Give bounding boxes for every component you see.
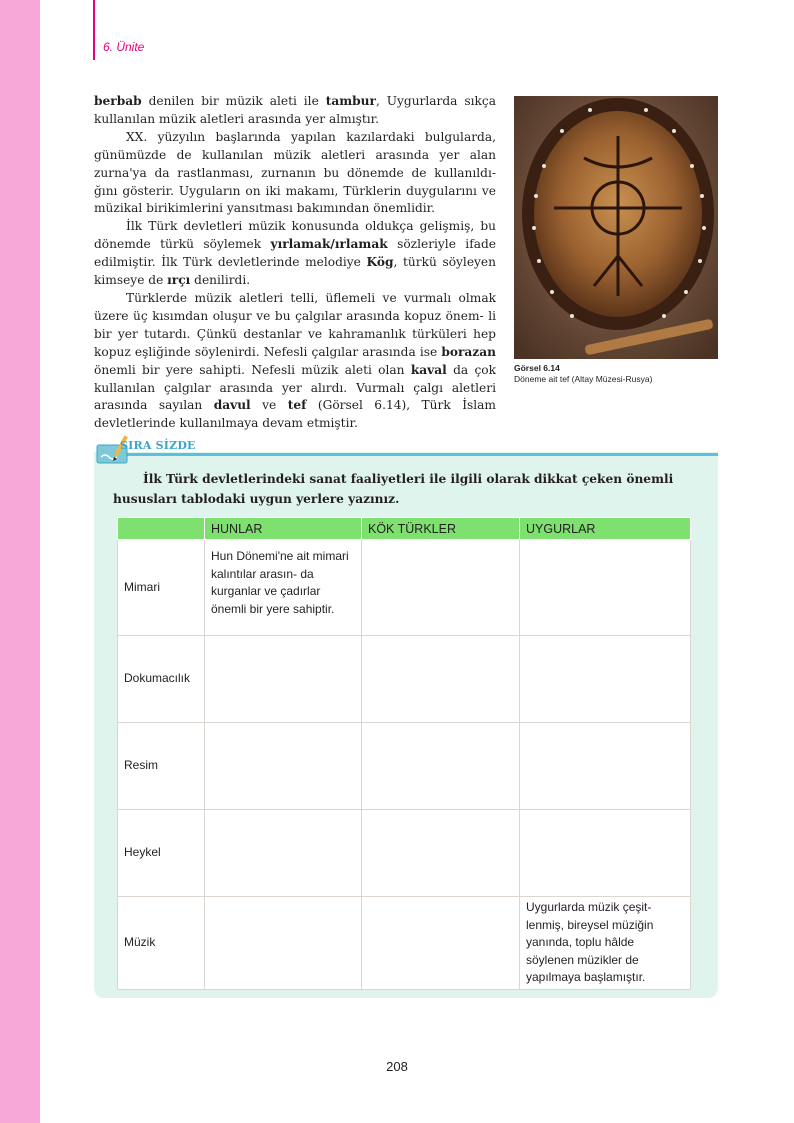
cell-mimari-kok-turkler[interactable] (362, 540, 520, 636)
cell-resim-kok-turkler[interactable] (362, 723, 520, 810)
figure-caption: Döneme ait tef (Altay Müzesi-Rusya) (514, 374, 653, 384)
header-cell-hunlar: HUNLAR (205, 518, 362, 540)
side-color-strip (0, 0, 40, 1123)
row-label-mimari: Mimari (118, 540, 205, 636)
instruction-line-2: hususları tablodaki uygun yerlere yazınız. (113, 491, 400, 506)
header-cell-empty (118, 518, 205, 540)
table-header-row (118, 518, 691, 540)
unit-divider (93, 0, 95, 60)
text-run: ve (250, 398, 288, 413)
cell-heykel-kok-turkler[interactable] (362, 810, 520, 897)
cell-dokumacilik-kok-turkler[interactable] (362, 636, 520, 723)
cell-mimari-hunlar[interactable]: Hun Dönemi'ne ait mimari kalıntılar arasın- da kurganlar ve çadırlar önemli bir yere sahiptir. (205, 540, 362, 636)
bold-term: kaval (410, 362, 447, 377)
text-run: sözleriyle ifade edilmiştir. İlk Türk devletlerinde melodiye (94, 237, 496, 270)
text-run: (Görsel 6.14), Türk İslam devletlerinde kullanılmaya devam etmiştir. (94, 398, 496, 431)
header-cell-kok-turkler: KÖK TÜRKLER (362, 518, 520, 540)
cell-dokumacilik-hunlar[interactable] (205, 636, 362, 723)
bold-term: tef (287, 398, 307, 413)
table-row (118, 636, 691, 723)
bold-term: ırçı (167, 273, 191, 288)
cell-heykel-hunlar[interactable] (205, 810, 362, 897)
cell-mimari-uygurlar[interactable] (520, 540, 691, 636)
table-row (118, 540, 691, 636)
text-run: da çok kullanılan çalgılar arasında yer alırdı. Vurmalı çalgı aletleri arasında sayılan (94, 362, 496, 413)
bold-term: tambur (325, 94, 376, 108)
cell-resim-uygurlar[interactable] (520, 723, 691, 810)
row-label-resim: Resim (118, 723, 205, 810)
bold-term: borazan (441, 344, 496, 359)
text-run: Türklerde müzik aletleri telli, üflemeli ve vurmalı olmak üzere üç kısımdan oluşur ve bu çalgılar arasında kopuz önem- li bir yer tutardı. Çünkü destanlar ve kahramanlık türküleri hep kopuz eşliğinde söylenirdi. Nefesli çalgılar arasında ise (94, 290, 496, 359)
bold-term: davul (213, 398, 251, 413)
cell-resim-hunlar[interactable] (205, 723, 362, 810)
text-run: denilen bir müzik aleti ile (141, 94, 326, 108)
row-label-heykel: Heykel (118, 810, 205, 897)
paragraph-2 (94, 129, 496, 219)
row-label-muzik: Müzik (118, 897, 205, 990)
row-label-dokumacilik: Dokumacılık (118, 636, 205, 723)
text-run: İlk Türk devletleri müzik konusunda oldukça gelişmiş, bu dönemde türkü söylemek (94, 219, 496, 252)
table-row (118, 723, 691, 810)
sira-sizde-header-line (118, 453, 718, 456)
bold-term: berbab (94, 94, 142, 108)
text-run: , türkü söyleyen kimseye de (94, 255, 496, 288)
sira-sizde-title: SIRA SİZDE (120, 439, 196, 452)
art-activities-table (117, 517, 691, 990)
paragraph-4 (94, 290, 496, 433)
tambourine-photo (514, 96, 718, 359)
text-run: XX. yüzyılın başlarında yapılan kazılardaki bulgularda, günümüzde de kullanılan müzik aletleri arasında yer alan zurna'ya da rastlanması, zurnanın bu dönemde de kullanıldı- ğını gösterir. Uyguların on iki makamı, Türklerin duygularını ve müzikal birikimlerini yansıtması bakımından önemlidir. (94, 129, 496, 216)
paragraph-3 (94, 218, 496, 290)
header-cell-uygurlar: UYGURLAR (520, 518, 691, 540)
text-run: denilirdi. (190, 273, 251, 288)
body-text (94, 93, 496, 433)
bold-term: Kög (366, 255, 394, 270)
cell-muzik-kok-turkler[interactable] (362, 897, 520, 990)
text-run: önemli bir yere sahipti. Nefesli müzik aleti olan (94, 362, 411, 377)
instruction-line-1: İlk Türk devletlerindeki sanat faaliyetleri ile ilgili olarak dikkat çeken önemli (143, 472, 674, 486)
text-run: , Uygurlarda sıkça kullanılan müzik aletleri arasında yer almıştır. (94, 94, 496, 126)
page-number: 208 (386, 1059, 408, 1074)
unit-label: 6. Ünite (103, 40, 145, 54)
activity-instruction (113, 470, 700, 509)
table-row (118, 897, 691, 990)
table-row (118, 810, 691, 897)
paragraph-1 (94, 93, 496, 129)
cell-heykel-uygurlar[interactable] (520, 810, 691, 897)
figure-title: Görsel 6.14 (514, 363, 560, 373)
cell-muzik-uygurlar[interactable]: Uygurlarda müzik çeşit- lenmiş, bireysel müziğin yanında, toplu hâlde söylenen müzikler de yapılmaya başlamıştır. (520, 897, 691, 990)
cell-muzik-hunlar[interactable] (205, 897, 362, 990)
cell-dokumacilik-uygurlar[interactable] (520, 636, 691, 723)
bold-term: yırlamak/ırlamak (270, 237, 388, 252)
